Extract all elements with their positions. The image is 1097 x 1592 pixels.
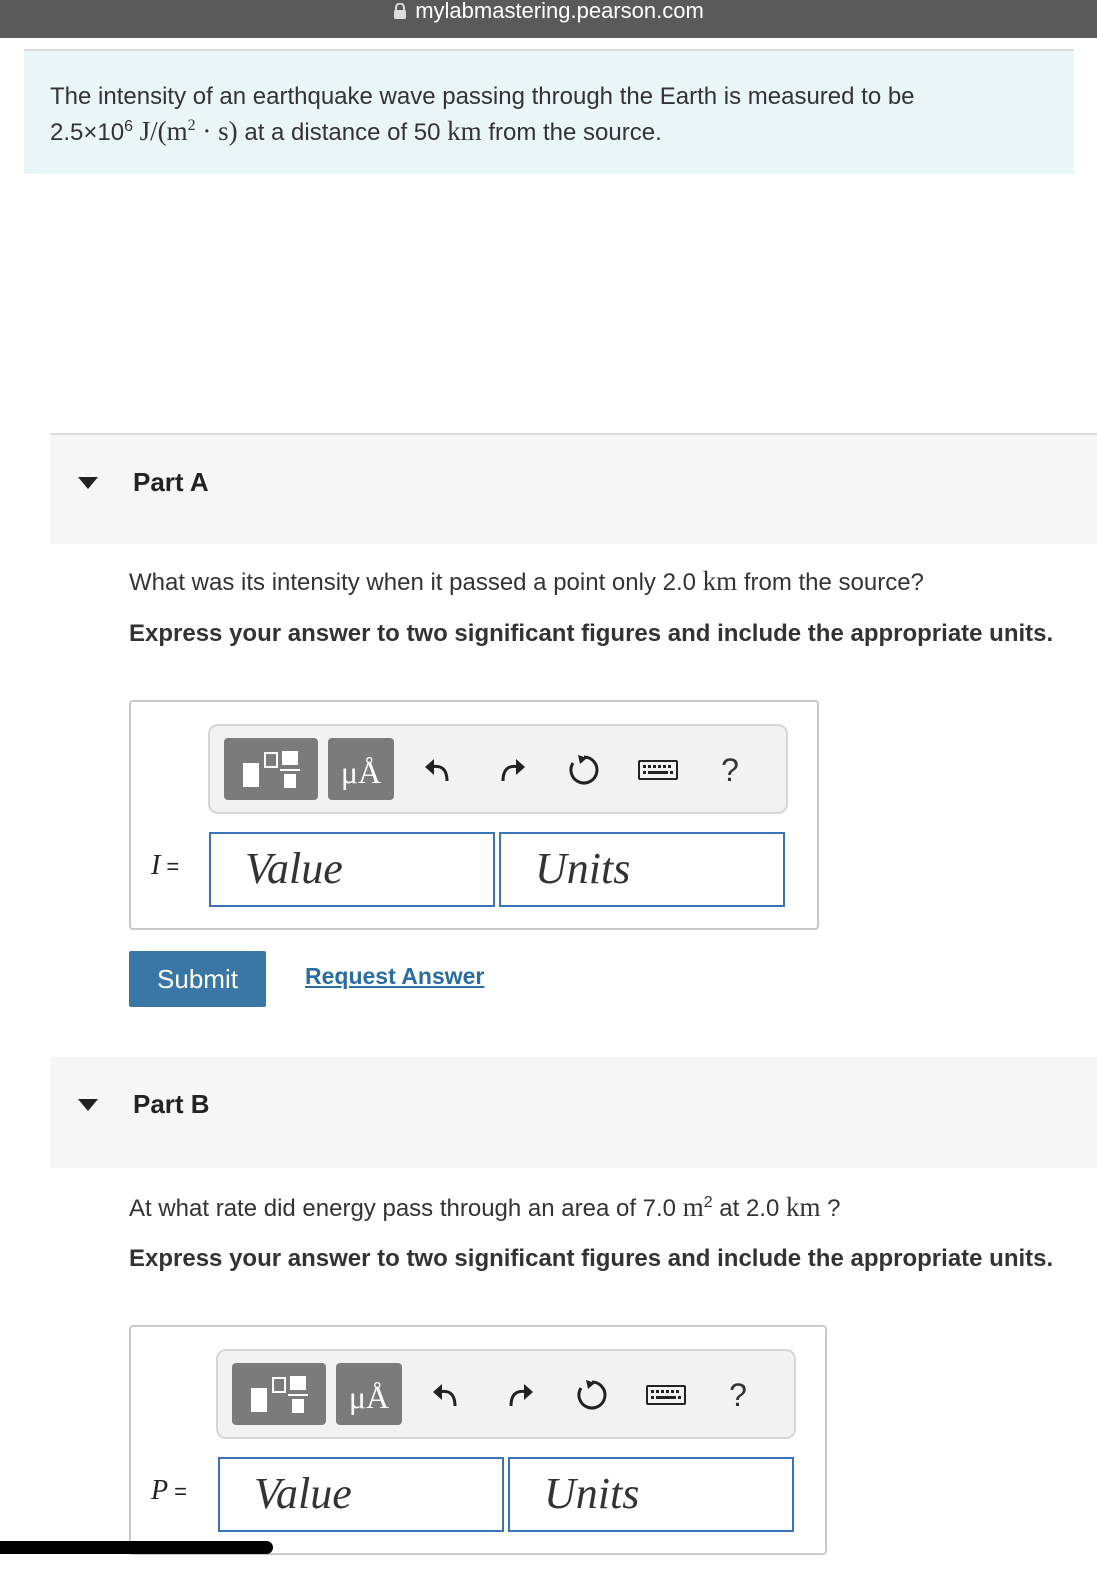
help-icon[interactable]: ? (729, 1376, 747, 1413)
part-a-answer-box (129, 700, 819, 930)
intensity-value: 2.5×10 (50, 119, 125, 146)
part-b-header[interactable] (50, 1057, 1097, 1168)
part-b-instruction: Express your answer to two significant figures and include the appropriate units. (129, 1245, 1054, 1272)
templates-icon (247, 1372, 311, 1416)
part-b-value-input[interactable]: Value (218, 1457, 504, 1532)
browser-url: mylabmastering.pearson.com (415, 0, 704, 23)
problem-line-1: The intensity of an earthquake wave passing through the Earth is measured to be (50, 83, 915, 110)
collapse-triangle-icon[interactable] (78, 1099, 98, 1111)
request-answer-link[interactable]: Request Answer (305, 963, 485, 989)
templates-button[interactable] (232, 1363, 326, 1425)
part-b-variable-label: P = (151, 1475, 187, 1506)
reset-icon[interactable] (570, 1373, 614, 1417)
problem-end-text: from the source. (481, 119, 662, 146)
problem-statement (24, 49, 1074, 174)
help-icon[interactable]: ? (721, 751, 739, 788)
lock-icon (393, 3, 407, 19)
part-b-units-input[interactable]: Units (508, 1457, 794, 1532)
problem-line-2 (50, 114, 1048, 150)
part-a-title: Part A (133, 467, 209, 497)
collapse-triangle-icon[interactable] (78, 477, 98, 489)
intensity-exponent: 6 (124, 118, 133, 135)
templates-button[interactable] (224, 738, 318, 800)
submit-button[interactable]: Submit (129, 951, 266, 1007)
part-a-question: What was its intensity when it passed a point only 2.0 km from the source? (129, 566, 924, 596)
part-a-value-input[interactable]: Value (209, 832, 495, 907)
math-toolbar (208, 724, 788, 814)
redo-icon[interactable] (490, 748, 534, 792)
units-button[interactable]: μÅ (328, 738, 394, 800)
redo-icon[interactable] (498, 1373, 542, 1417)
part-a-variable-label: I = (151, 850, 180, 881)
units-button[interactable]: μÅ (336, 1363, 402, 1425)
browser-url-bar[interactable] (0, 0, 1097, 38)
templates-icon (239, 747, 303, 791)
undo-icon[interactable] (424, 1373, 468, 1417)
part-a-header[interactable] (50, 433, 1097, 544)
part-b-title: Part B (133, 1089, 210, 1119)
scroll-indicator (0, 1541, 273, 1554)
problem-distance-text: at a distance of 50 (237, 119, 448, 146)
undo-icon[interactable] (416, 748, 460, 792)
part-b-question: At what rate did energy pass through an area of 7.0 $m^2$ at 2.0 km ? (129, 1192, 841, 1222)
distance-unit: km (447, 116, 482, 146)
math-toolbar (216, 1349, 796, 1439)
part-a-units-input[interactable]: Units (499, 832, 785, 907)
keyboard-icon[interactable] (644, 1373, 688, 1417)
part-a-instruction: Express your answer to two significant figures and include the appropriate units. (129, 620, 1054, 647)
reset-icon[interactable] (562, 748, 606, 792)
intensity-units: $J/(m^2 \cdot s)$ (139, 116, 238, 146)
part-b-answer-box (129, 1325, 827, 1555)
keyboard-icon[interactable] (636, 748, 680, 792)
